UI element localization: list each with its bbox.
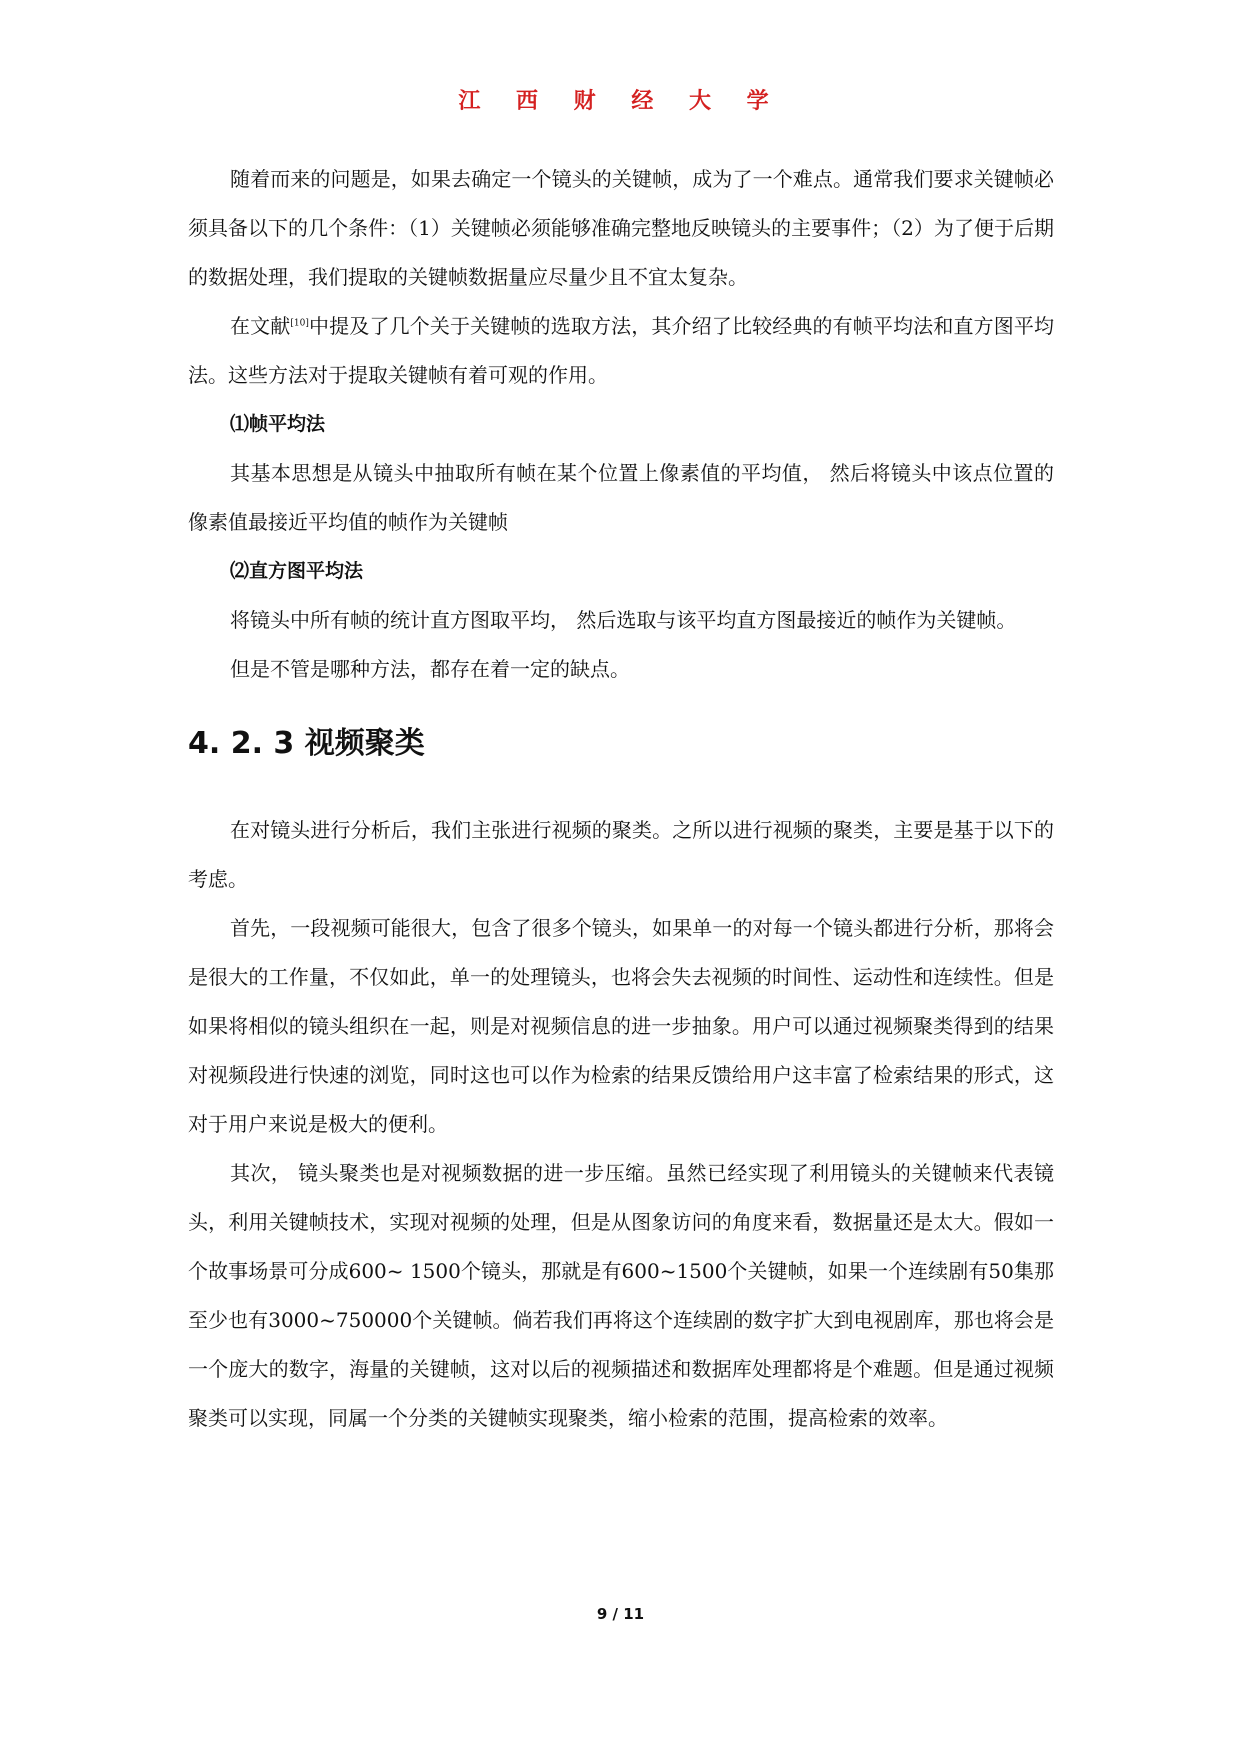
subheading-frame-average: ⑴帧平均法 (230, 413, 326, 435)
section-heading: 4. 2. 3 视频聚类 (188, 726, 425, 761)
subheading-histogram-average: ⑵直方图平均法 (230, 560, 364, 582)
paragraph-text: 在文献 (230, 314, 291, 338)
paragraph-histogram-average: 将镜头中所有帧的统计直方图取平均， 然后选取与该平均直方图最接近的帧作为关键帧。 (230, 608, 1017, 632)
citation-reference: [10] (290, 318, 309, 329)
paragraph-frame-average: 其基本思想是从镜头中抽取所有帧在某个位置上像素值的平均值， 然后将镜头中该点位置的像素值最接近平均值的帧作为关键帧 (188, 461, 1054, 534)
paragraph-second-reason: 其次， 镜头聚类也是对视频数据的进一步压缩。虽然已经实现了利用镜头的关键帧来代表镜头，利用关键帧技术，实现对视频的处理，但是从图象访问的角度来看，数据量还是太大。假如一个故事场景可分成600~ 1500个镜头，那就是有600~1500个关键帧，如果一个连续剧有50集那至少也有3000~750000个关键帧。倘若我们再将这个连续剧的数字扩大到电视剧库，那也将会是一个庞大的数字，海量的关键帧，这对以后的视频描述和数据库处理都将是个难题。但是通过视频聚类可以实现，同属一个分类的关键帧实现聚类，缩小检索的范围，提高检索的效率。 (188, 1161, 1054, 1430)
paragraph-first-reason: 首先，一段视频可能很大，包含了很多个镜头，如果单一的对每一个镜头都进行分析，那将会是很大的工作量，不仅如此，单一的处理镜头，也将会失去视频的时间性、运动性和连续性。但是如果将相似的镜头组织在一起，则是对视频信息的进一步抽象。用户可以通过视频聚类得到的结果对视频段进行快速的浏览，同时这也可以作为检索的结果反馈给用户这丰富了检索结果的形式，这对于用户来说是极大的便利。 (188, 916, 1054, 1136)
paragraph-keyframe-conditions: 随着而来的问题是，如果去确定一个镜头的关键帧，成为了一个难点。通常我们要求关键帧必须具备以下的几个条件：（1）关键帧必须能够准确完整地反映镜头的主要事件；（2）为了便于后期的数据处理，我们提取的关键帧数据量应尽量少且不宜太复杂。 (188, 167, 1054, 289)
paragraph-drawbacks: 但是不管是哪种方法，都存在着一定的缺点。 (230, 657, 630, 681)
page-body (188, 155, 1054, 1443)
paragraph-literature-reference (188, 302, 1054, 400)
university-header: 江 西 财 经 大 学 (458, 88, 783, 114)
paragraph-text: 中提及了几个关于关键帧的选取方法，其介绍了比较经典的有帧平均法和直方图平均法。这些方法对于提取关键帧有着可观的作用。 (188, 314, 1055, 387)
paragraph-clustering-intro: 在对镜头进行分析后，我们主张进行视频的聚类。之所以进行视频的聚类，主要是基于以下的考虑。 (188, 818, 1054, 891)
page-number: 9 / 11 (596, 1605, 645, 1623)
